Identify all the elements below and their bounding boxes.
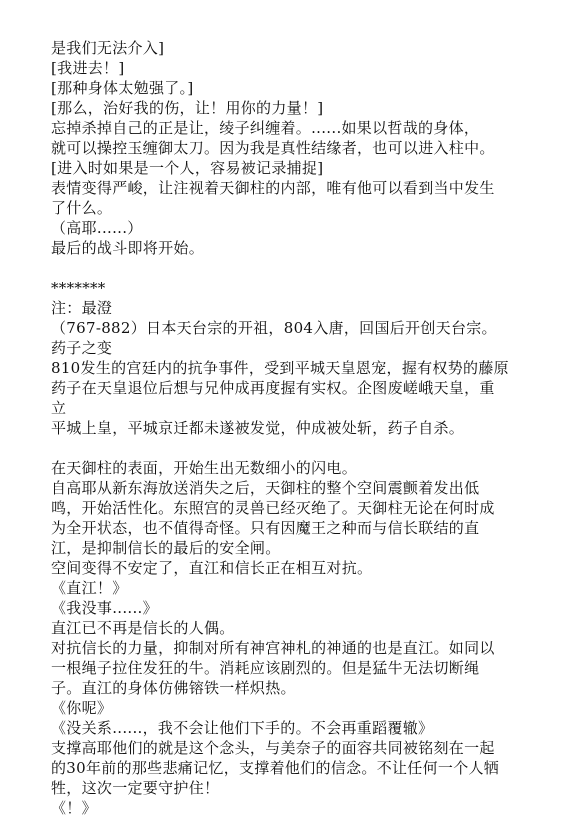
text-line: 在天御柱的表面，开始生出无数细小的闪电。: [51, 459, 358, 477]
note-heading: 药子之变: [51, 339, 113, 357]
text-line: 810发生的宫廷内的抗争事件，受到平城天皇恩宠，握有权势的藤原: [51, 359, 509, 377]
blank-line: [51, 438, 556, 458]
text-line: 《没关系......，我不会让他们下手的。不会再重蹈覆辙》: [51, 719, 434, 737]
text-line: 就可以操控玉缠御太刀。因为我是真性结缘者，也可以进入柱中。: [51, 139, 495, 157]
text-line: 为全开状态，也不值得奇怪。只有因魔王之种而与信长联结的直: [51, 519, 480, 537]
text-line: 空间变得不安定了，直江和信长正在相互对抗。: [51, 559, 373, 577]
text-line: （767-882）日本天台宗的开祖，804入唐，回国后开创天台宗。: [51, 319, 497, 337]
text-line: 鸣，开始活性化。东照宫的灵兽已经灭绝了。天御柱无论在何时成: [51, 499, 495, 517]
text-line: 最后的战斗即将开始。: [51, 239, 205, 257]
text-line: （高耶......）: [51, 219, 143, 237]
text-line: 对抗信长的力量，抑制对所有神宫神札的神通的也是直江。如同以: [51, 639, 495, 657]
text-line: 《直江！》: [51, 579, 128, 597]
text-line: 立: [51, 399, 67, 417]
text-line: 《你呢》: [51, 699, 113, 717]
text-line: [我进去！]: [51, 59, 125, 77]
text-line: 自高耶从新东海放送消失之后，天御柱的整个空间震颤着发出低: [51, 479, 480, 497]
text-line: 了什么。: [51, 199, 113, 217]
text-line: 江，是抑制信长的最后的安全闸。: [51, 539, 281, 557]
blank-line: [51, 258, 556, 278]
section-separator: *******: [51, 279, 106, 297]
text-line: 《！》: [51, 799, 97, 817]
text-line: [进入时如果是一个人，容易被记录捕捉]: [51, 159, 324, 177]
text-line: 忘掉杀掉自己的正是让，绫子纠缠着。......如果以哲哉的身体，: [51, 119, 480, 137]
document-page: [51, 38, 556, 818]
text-line: 直江已不再是信长的人偶。: [51, 619, 235, 637]
text-line: 牲，这次一定要守护住！: [51, 779, 220, 797]
text-line: 《我没事......》: [51, 599, 158, 617]
text-line: 子。直江的身体仿佛镕铁一样炽热。: [51, 679, 296, 697]
text-line: [那么，治好我的伤，让！用你的力量！]: [51, 99, 324, 117]
text-line: 支撑高耶他们的就是这个念头，与美奈子的面容共同被铭刻在一起: [51, 739, 495, 757]
note-heading: 注：最澄: [51, 299, 113, 317]
text-line: 一根绳子拉住发狂的牛。消耗应该剧烈的。但是猛牛无法切断绳: [51, 659, 480, 677]
text-line: 平城上皇，平城京迁都未遂被发觉，仲成被处斩，药子自杀。: [51, 419, 465, 437]
text-line: 是我们无法介入]: [51, 39, 165, 57]
text-line: 的30年前的那些悲痛记忆，支撑着他们的信念。不让任何一个人牺: [51, 759, 500, 777]
text-line: 表情变得严峻，让注视着天御柱的内部，唯有他可以看到当中发生: [51, 179, 495, 197]
text-line: [那种身体太勉强了。]: [51, 79, 194, 97]
text-line: 药子在天皇退位后想与兄仲成再度握有实权。企图废嵯峨天皇，重: [51, 379, 495, 397]
